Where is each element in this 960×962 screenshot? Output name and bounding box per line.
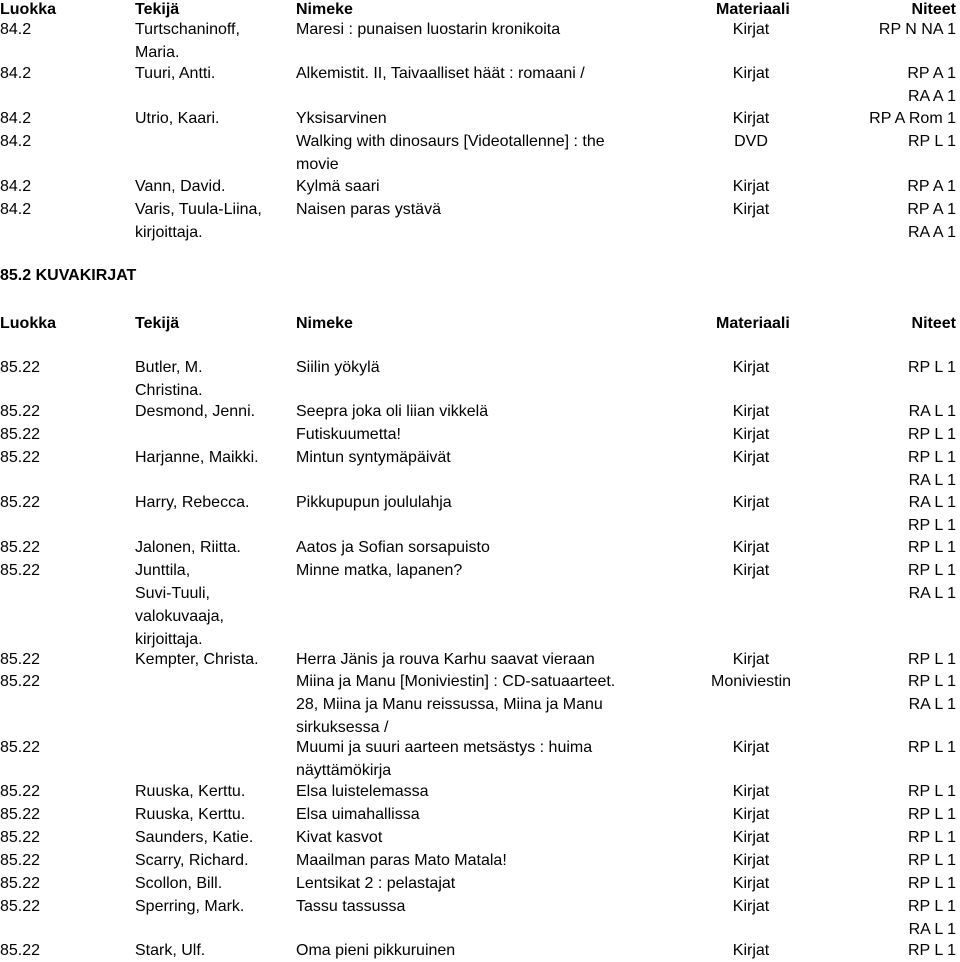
cell-luokka: 84.2 — [0, 21, 32, 38]
cell-materiaali: Kirjat — [732, 65, 770, 82]
cell-nimeke: Elsa uimahallissa — [296, 806, 420, 823]
cell-nimeke: Yksisarvinen — [296, 110, 387, 127]
cell-niteet: RA L 1 RP L 1 — [907, 494, 956, 534]
cell-materiaali: Kirjat — [732, 201, 770, 218]
cell-materiaali: Kirjat — [732, 449, 770, 466]
cell-tekija: Jalonen, Riitta. — [135, 539, 241, 556]
cell-materiaali: Kirjat — [732, 426, 770, 443]
header-tekija: Tekijä — [135, 1, 180, 18]
cell-luokka: 85.22 — [0, 875, 41, 892]
cell-luokka: 84.2 — [0, 110, 32, 127]
cell-luokka: 84.2 — [0, 133, 32, 150]
cell-materiaali: Moniviestin — [710, 673, 792, 690]
header-nimeke: Nimeke — [296, 1, 353, 18]
cell-niteet: RP L 1 — [907, 133, 956, 150]
cell-luokka: 85.22 — [0, 852, 41, 869]
cell-materiaali: Kirjat — [732, 875, 770, 892]
cell-materiaali: Kirjat — [732, 562, 770, 579]
cell-materiaali: Kirjat — [732, 898, 770, 915]
cell-nimeke: Naisen paras ystävä — [296, 201, 441, 218]
cell-luokka: 85.22 — [0, 829, 41, 846]
cell-materiaali: Kirjat — [732, 739, 770, 756]
cell-tekija: Scarry, Richard. — [135, 852, 249, 869]
header-materiaali: Materiaali — [716, 1, 790, 18]
cell-tekija: Harry, Rebecca. — [135, 494, 250, 511]
column-header-row — [0, 314, 960, 338]
cell-materiaali: Kirjat — [732, 178, 770, 195]
cell-nimeke: Kylmä saari — [296, 178, 380, 195]
cell-luokka: 85.22 — [0, 494, 41, 511]
cell-materiaali: Kirjat — [732, 829, 770, 846]
cell-niteet: RA L 1 — [908, 403, 956, 420]
cell-nimeke: Maailman paras Mato Matala! — [296, 852, 507, 869]
cell-materiaali: Kirjat — [732, 783, 770, 800]
cell-nimeke: Alkemistit. II, Taivaalliset häät : romaani / — [296, 65, 585, 82]
cell-luokka: 84.2 — [0, 178, 32, 195]
cell-niteet: RP N NA 1 — [878, 21, 956, 38]
cell-niteet: RP L 1 — [907, 651, 956, 668]
cell-luokka: 84.2 — [0, 65, 32, 82]
cell-tekija: Ruuska, Kerttu. — [135, 806, 246, 823]
cell-niteet: RP L 1 — [907, 852, 956, 869]
cell-luokka: 85.22 — [0, 739, 41, 756]
cell-luokka: 85.22 — [0, 426, 41, 443]
cell-materiaali: Kirjat — [732, 403, 770, 420]
cell-tekija: Ruuska, Kerttu. — [135, 783, 246, 800]
header-nimeke: Nimeke — [296, 315, 353, 332]
cell-niteet: RP L 1 — [907, 875, 956, 892]
cell-nimeke: Futiskuumetta! — [296, 426, 401, 443]
cell-tekija: Saunders, Katie. — [135, 829, 254, 846]
cell-tekija: Kempter, Christa. — [135, 651, 259, 668]
cell-niteet: RP L 1 RA L 1 — [907, 562, 956, 602]
cell-tekija: Utrio, Kaari. — [135, 110, 220, 127]
cell-nimeke: Walking with dinosaurs [Videotallenne] : the movie — [296, 133, 605, 173]
cell-niteet: RP A Rom 1 — [869, 110, 956, 127]
cell-nimeke: Herra Jänis ja rouva Karhu saavat vieraan — [296, 651, 595, 668]
cell-tekija: Junttila, Suvi-Tuuli, valokuvaaja, kirjoittaja. — [135, 562, 224, 648]
cell-tekija: Harjanne, Maikki. — [135, 449, 259, 466]
cell-niteet: RP L 1 — [907, 739, 956, 756]
cell-tekija: Desmond, Jenni. — [135, 403, 256, 420]
cell-nimeke: Minne matka, lapanen? — [296, 562, 463, 579]
cell-materiaali: Kirjat — [732, 539, 770, 556]
cell-nimeke: Seepra joka oli liian vikkelä — [296, 403, 489, 420]
header-tekija: Tekijä — [135, 315, 180, 332]
cell-luokka: 85.22 — [0, 942, 41, 959]
cell-niteet: RP A 1 RA A 1 — [907, 65, 956, 105]
cell-tekija: Sperring, Mark. — [135, 898, 245, 915]
cell-niteet: RP L 1 — [907, 806, 956, 823]
cell-materiaali: Kirjat — [732, 852, 770, 869]
cell-niteet: RP L 1 — [907, 783, 956, 800]
cell-niteet: RP L 1 — [907, 942, 956, 959]
cell-nimeke: Maresi : punaisen luostarin kronikoita — [296, 21, 561, 38]
cell-nimeke: Muumi ja suuri aarteen metsästys : huima näyttämökirja — [296, 739, 593, 779]
cell-tekija: Scollon, Bill. — [135, 875, 223, 892]
cell-materiaali: DVD — [734, 133, 768, 150]
cell-niteet: RP L 1 — [907, 359, 956, 376]
header-luokka: Luokka — [0, 1, 57, 18]
cell-luokka: 85.22 — [0, 449, 41, 466]
cell-luokka: 85.22 — [0, 562, 41, 579]
cell-luokka: 85.22 — [0, 359, 41, 376]
cell-niteet: RP L 1 — [907, 539, 956, 556]
cell-luokka: 85.22 — [0, 806, 41, 823]
cell-niteet: RP L 1 RA L 1 — [907, 449, 956, 489]
cell-nimeke: Aatos ja Sofian sorsapuisto — [296, 539, 490, 556]
cell-nimeke: Pikkupupun joululahja — [296, 494, 452, 511]
cell-nimeke: Kivat kasvot — [296, 829, 383, 846]
cell-luokka: 84.2 — [0, 201, 32, 218]
cell-nimeke: Oma pieni pikkuruinen — [296, 942, 456, 959]
cell-tekija: Varis, Tuula-Liina, kirjoittaja. — [135, 201, 262, 241]
cell-tekija: Turtschaninoff, Maria. — [135, 21, 240, 61]
cell-niteet: RP L 1 RA L 1 — [907, 898, 956, 938]
cell-luokka: 85.22 — [0, 783, 41, 800]
cell-materiaali: Kirjat — [732, 494, 770, 511]
header-niteet: Niteet — [911, 1, 956, 18]
cell-materiaali: Kirjat — [732, 651, 770, 668]
cell-nimeke: Tassu tassussa — [296, 898, 406, 915]
cell-niteet: RP L 1 — [907, 829, 956, 846]
cell-niteet: RP L 1 — [907, 426, 956, 443]
cell-materiaali: Kirjat — [732, 110, 770, 127]
cell-nimeke: Mintun syntymäpäivät — [296, 449, 451, 466]
cell-luokka: 85.22 — [0, 539, 41, 556]
cell-nimeke: Siilin yökylä — [296, 359, 380, 376]
cell-materiaali: Kirjat — [732, 359, 770, 376]
cell-materiaali: Kirjat — [732, 806, 770, 823]
cell-materiaali: Kirjat — [732, 21, 770, 38]
cell-nimeke: Lentsikat 2 : pelastajat — [296, 875, 456, 892]
cell-nimeke: Miina ja Manu [Moniviestin] : CD-satuaarteet. 28, Miina ja Manu reissussa, Miina ja Manu sirkuksessa / — [296, 673, 616, 736]
cell-tekija: Tuuri, Antti. — [135, 65, 216, 82]
cell-luokka: 85.22 — [0, 673, 41, 690]
cell-niteet: RP L 1 RA L 1 — [907, 673, 956, 713]
cell-niteet: RP A 1 RA A 1 — [907, 201, 956, 241]
cell-niteet: RP A 1 — [907, 178, 956, 195]
header-materiaali: Materiaali — [716, 315, 790, 332]
cell-nimeke: Elsa luistelemassa — [296, 783, 429, 800]
cell-tekija: Butler, M. Christina. — [135, 359, 203, 399]
header-niteet: Niteet — [911, 315, 956, 332]
header-luokka: Luokka — [0, 315, 57, 332]
cell-luokka: 85.22 — [0, 651, 41, 668]
cell-tekija: Stark, Ulf. — [135, 942, 206, 959]
section-title: 85.2 KUVAKIRJAT — [0, 267, 137, 284]
cell-materiaali: Kirjat — [732, 942, 770, 959]
cell-luokka: 85.22 — [0, 898, 41, 915]
cell-tekija: Vann, David. — [135, 178, 226, 195]
cell-luokka: 85.22 — [0, 403, 41, 420]
